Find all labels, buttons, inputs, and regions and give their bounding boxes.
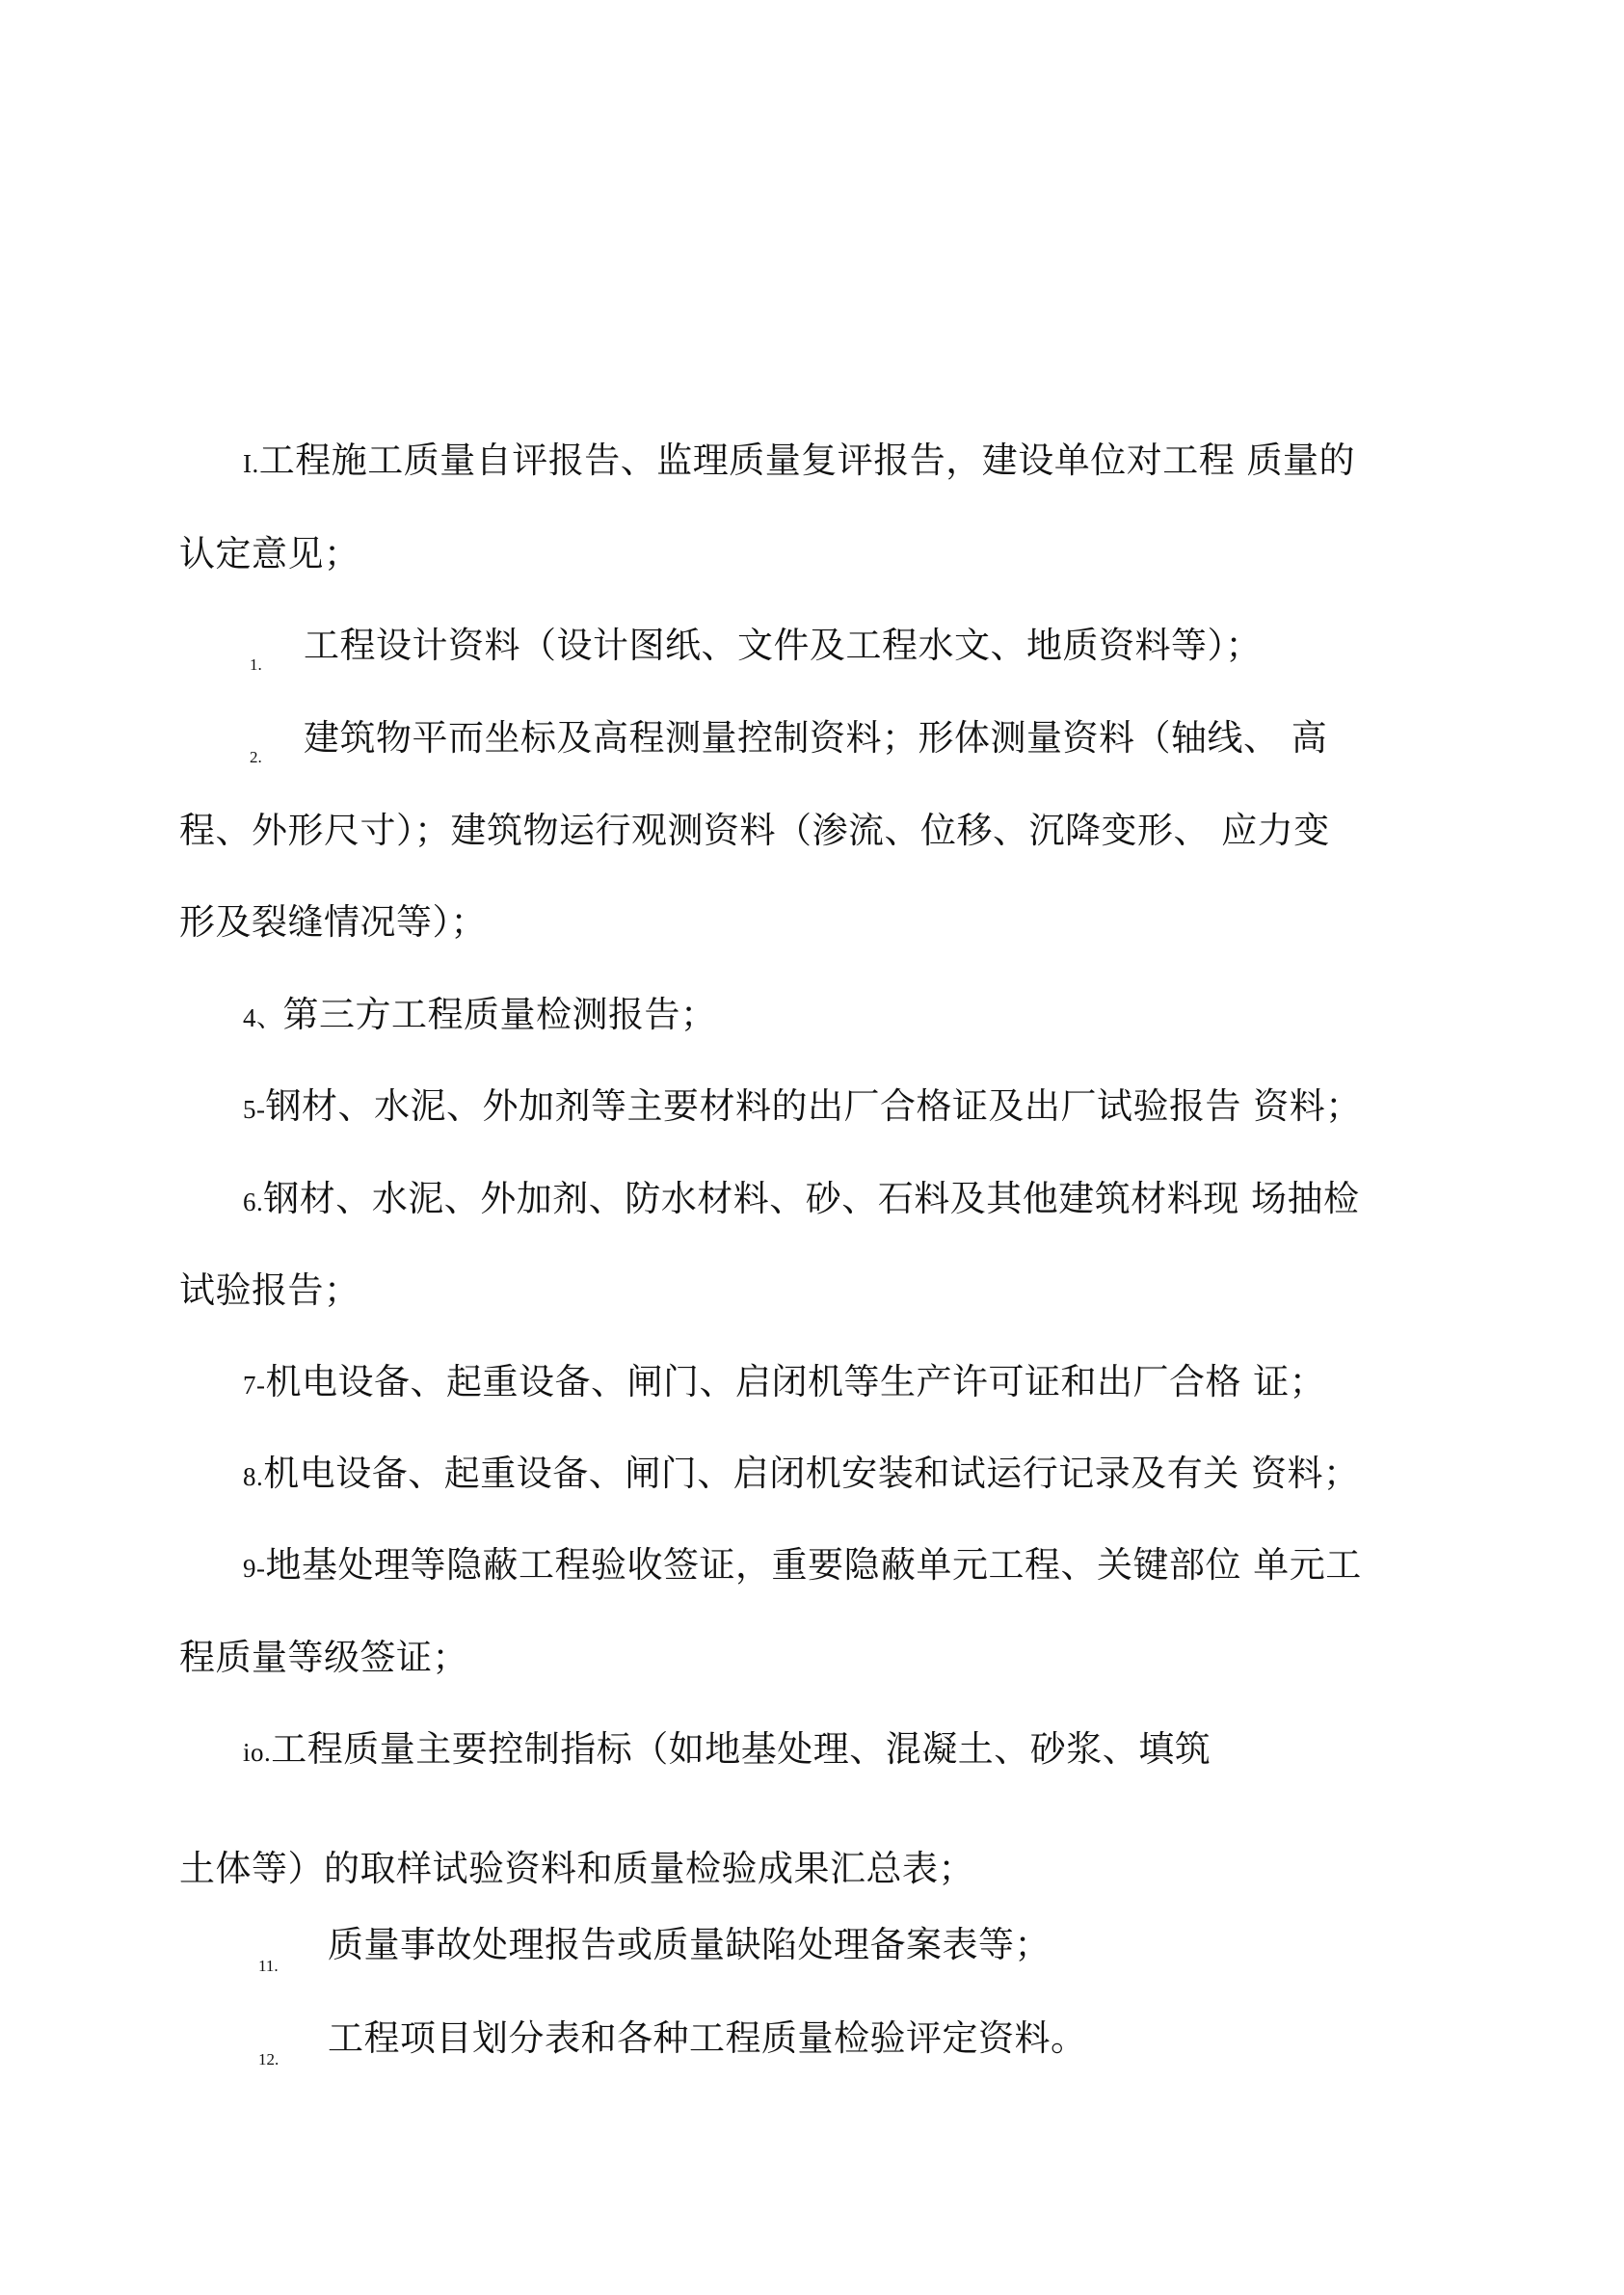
item-10-line-1 — [243, 1728, 1211, 1774]
item-9-marker: 9- — [243, 1554, 266, 1583]
item-3-line-3: 形及裂缝情况等）； — [179, 901, 487, 943]
item-6-line-1 — [243, 1178, 1360, 1223]
item-5-text-1: 钢材、水泥、外加剂等主要材料的出厂合格证及出厂试验报告 资料； — [265, 1085, 1362, 1127]
item-9-line-1 — [243, 1544, 1362, 1589]
item-6-marker: 6. — [243, 1188, 264, 1216]
item-8-line-1 — [243, 1453, 1360, 1498]
item-2-line-1: 工程设计资料（设计图纸、文件及工程水文、地质资料等）； — [304, 625, 1262, 666]
item-1-text-1: 工程施工质量自评报告、监理质量复评报告，建设单位对工程 质量的 — [258, 440, 1356, 481]
item-12-marker: 12. — [258, 2050, 280, 2068]
item-3-line-2: 程、外形尺寸）；建筑物运行观测资料（渗流、位移、沉降变形、 应力变 — [179, 810, 1330, 851]
item-7-marker: 7- — [243, 1371, 266, 1400]
item-1-line-2: 认定意见； — [179, 533, 360, 574]
item-3-marker: 2. — [250, 748, 262, 766]
item-10-line-2: 土体等）的取样试验资料和质量检验成果汇总表； — [179, 1848, 974, 1889]
item-6-line-2: 试验报告； — [179, 1269, 360, 1311]
item-7-line-1 — [243, 1361, 1325, 1406]
item-1-line-1 — [243, 440, 1355, 485]
item-8-text-1: 机电设备、起重设备、闸门、启闭机安装和试运行记录及有关 资料； — [263, 1453, 1360, 1494]
item-10-marker: io. — [243, 1738, 272, 1767]
item-4-marker: 4、 — [243, 1003, 283, 1032]
item-7-text-1: 机电设备、起重设备、闸门、启闭机等生产许可证和出厂合格 证； — [265, 1361, 1326, 1402]
item-2-marker: 1. — [250, 655, 262, 674]
item-5-marker: 5- — [243, 1095, 266, 1124]
item-12-line-1: 工程项目划分表和各种工程质量检验评定资料。 — [328, 2017, 1087, 2059]
item-4-text-1: 第三方工程质量检测报告； — [282, 994, 717, 1035]
item-9-line-2: 程质量等级签证； — [179, 1637, 468, 1678]
item-11-line-1: 质量事故处理报告或质量缺陷处理备案表等； — [328, 1924, 1051, 1965]
item-3-line-1: 建筑物平而坐标及高程测量控制资料；形体测量资料（轴线、 高 — [304, 717, 1328, 759]
item-11-marker: 11. — [258, 1957, 279, 1975]
item-4-line-1 — [243, 994, 717, 1039]
item-9-text-1: 地基处理等隐蔽工程验收签证，重要隐蔽单元工程、关键部位 单元工 — [265, 1544, 1362, 1586]
item-6-text-1: 钢材、水泥、外加剂、防水材料、砂、石料及其他建筑材料现 场抽检 — [263, 1178, 1360, 1219]
item-8-marker: 8. — [243, 1462, 264, 1491]
item-5-line-1 — [243, 1085, 1362, 1131]
item-1-marker: I. — [243, 449, 259, 478]
item-10-text-1: 工程质量主要控制指标（如地基处理、混凝土、砂浆、填筑 — [271, 1728, 1211, 1770]
